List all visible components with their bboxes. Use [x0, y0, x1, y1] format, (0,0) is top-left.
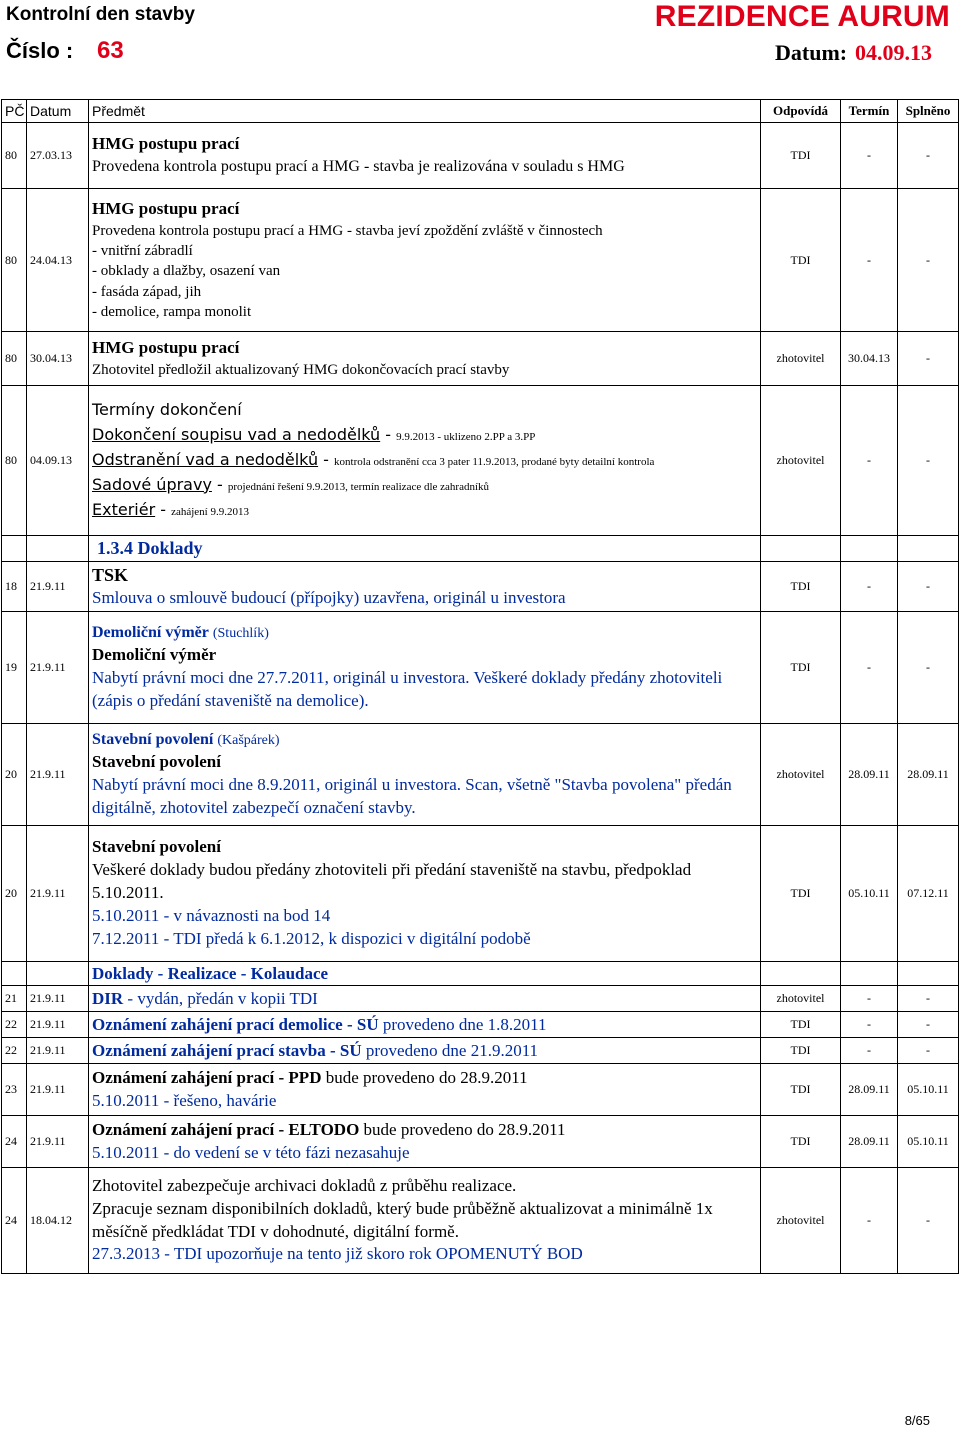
row-date: 18.04.12	[27, 1168, 89, 1274]
row-term: 30.04.13	[841, 332, 898, 386]
minutes-table	[1, 99, 959, 1274]
row-pc: 19	[2, 612, 27, 724]
number-value: 63	[97, 37, 124, 64]
section-row	[2, 536, 959, 562]
row-responsible: zhotovitel	[761, 332, 841, 386]
table-row	[2, 612, 959, 724]
col-termin: Termín	[841, 100, 898, 123]
table-row	[2, 1012, 959, 1038]
row-responsible: TDI	[761, 123, 841, 189]
row-done: -	[898, 562, 959, 612]
row-title: Oznámení zahájení prací - PPD bude provedeno do 28.9.2011	[92, 1067, 528, 1087]
row-text: Zhotovitel zabezpečuje archivaci dokladů z průběhu realizace.	[92, 1175, 517, 1195]
row-pc: 21	[2, 986, 27, 1012]
page-number: 8/65	[904, 1413, 930, 1428]
row-text: Provedena kontrola postupu prací a HMG - stavba jeví zpoždění zvláště v činnostech	[92, 222, 603, 239]
row-term: -	[841, 189, 898, 332]
row-title: Oznámení zahájení prací - ELTODO bude provedeno do 28.9.2011	[92, 1119, 566, 1139]
row-term: -	[841, 1038, 898, 1064]
row-text: Provedena kontrola postupu prací a HMG - stavba je realizována v souladu s HMG	[92, 158, 625, 176]
row-title: HMG postupu prací	[92, 198, 240, 218]
col-splneno: Splněno	[898, 100, 959, 123]
row-date: 21.9.11	[27, 562, 89, 612]
row-text: Veškeré doklady budou předány zhotoviteli při předání staveniště na stavbu, předpoklad 5.10.2011.	[92, 860, 692, 903]
row-responsible: TDI	[761, 1116, 841, 1168]
row-date: 21.9.11	[27, 1012, 89, 1038]
project-name: REZIDENCE AURUM	[654, 0, 950, 33]
row-done: -	[898, 1168, 959, 1274]
row-date: 21.9.11	[27, 1064, 89, 1116]
row-date: 21.9.11	[27, 612, 89, 724]
row-done: 28.09.11	[898, 724, 959, 826]
deadline-item: Odstranění vad a nedodělků - kontrola odstranění cca 3 pater 11.9.2013, prodané byty detailní kontrola	[92, 450, 655, 469]
deadline-item: Sadové úpravy - projednání řešení 9.9.2013, termín realizace dle zahradníků	[92, 474, 490, 494]
row-text: Nabytí právní moci dne 27.7.2011, originál u investora. Veškeré doklady předány zhotoviteli (zápis o předání staveniště na demolice).	[92, 667, 723, 710]
deadline-item: Exteriér - zahájení 9.9.2013	[92, 499, 249, 519]
row-note: 5.10.2011 - do vedení se v této fázi nezasahuje	[92, 1142, 410, 1162]
row-text: - obklady a dlažby, osazení van	[92, 263, 281, 280]
row-responsible: zhotovitel	[761, 1168, 841, 1274]
col-datum: Datum	[27, 100, 89, 123]
row-responsible: zhotovitel	[761, 386, 841, 536]
row-done: -	[898, 612, 959, 724]
deadline-item: Dokončení soupisu vad a nedodělků - 9.9.2013 - uklizeno 2.PP a 3.PP	[92, 425, 536, 445]
row-done: -	[898, 123, 959, 189]
row-pre-heading: Demoliční výměr (Stuchlík)	[92, 624, 269, 642]
row-subject	[89, 332, 761, 386]
row-pre-heading: Stavební povolení (Kašpárek)	[92, 731, 280, 749]
row-done: -	[898, 1012, 959, 1038]
row-pc: 20	[2, 826, 27, 962]
document-title: Kontrolní den stavby	[6, 4, 195, 25]
row-text: Zpracuje seznam disponibilních dokladů, který bude průběžně aktualizovat a minimálně 1x měsíčně předkládat TDI v dohodnuté, digitální formě.	[92, 1198, 713, 1241]
table-row	[2, 826, 959, 962]
row-note: 5.10.2011 - řešeno, havárie	[92, 1090, 277, 1110]
row-term: -	[841, 123, 898, 189]
table-row	[2, 1168, 959, 1274]
row-pc: 80	[2, 386, 27, 536]
row-responsible: TDI	[761, 612, 841, 724]
table-row	[2, 1064, 959, 1116]
row-date: 21.9.11	[27, 1116, 89, 1168]
row-pc: 20	[2, 724, 27, 826]
row-pc: 80	[2, 189, 27, 332]
row-title: Stavební povolení	[92, 752, 221, 772]
row-title: HMG postupu prací	[92, 337, 240, 357]
table-row	[2, 724, 959, 826]
row-date: 21.9.11	[27, 986, 89, 1012]
row-pc: 80	[2, 332, 27, 386]
row-subject	[89, 123, 761, 189]
row-responsible: TDI	[761, 1064, 841, 1116]
row-subject	[89, 562, 761, 612]
row-date: 04.09.13	[27, 386, 89, 536]
row-date: 21.9.11	[27, 1038, 89, 1064]
row-term: -	[841, 612, 898, 724]
row-term: -	[841, 562, 898, 612]
row-text: Smlouva o smlouvě budoucí (přípojky) uzavřena, originál u investora	[92, 588, 566, 608]
row-done: -	[898, 189, 959, 332]
row-subject	[89, 189, 761, 332]
row-done: -	[898, 1038, 959, 1064]
row-title: Termíny dokončení	[92, 399, 242, 419]
row-term: 28.09.11	[841, 1116, 898, 1168]
row-date: 30.04.13	[27, 332, 89, 386]
row-subject	[89, 826, 761, 962]
table-row	[2, 986, 959, 1012]
row-subject	[89, 1116, 761, 1168]
section-row	[2, 962, 959, 986]
row-subject: Oznámení zahájení prací demolice - SÚ provedeno dne 1.8.2011	[89, 1012, 761, 1038]
row-title: HMG postupu prací	[92, 134, 240, 154]
date-value: 04.09.13	[855, 40, 932, 65]
row-date: 21.9.11	[27, 826, 89, 962]
row-pc: 22	[2, 1038, 27, 1064]
row-done: 07.12.11	[898, 826, 959, 962]
row-note: 7.12.2011 - TDI předá k 6.1.2012, k dispozici v digitální podobě	[92, 928, 531, 948]
row-responsible: TDI	[761, 189, 841, 332]
table-row	[2, 332, 959, 386]
section-heading: 1.3.4 Doklady	[89, 536, 761, 562]
row-date: 21.9.11	[27, 724, 89, 826]
row-subject	[89, 1064, 761, 1116]
row-note: 5.10.2011 - v návaznosti na bod 14	[92, 905, 331, 925]
table-row	[2, 1038, 959, 1064]
row-text: Nabytí právní moci dne 8.9.2011, originál u investora. Scan, všetně "Stavba povolena" předán digitálně, zhotovitel zabezpečí označení stavby.	[92, 774, 732, 817]
col-predmet: Předmět	[89, 100, 761, 123]
row-pc: 23	[2, 1064, 27, 1116]
row-responsible: TDI	[761, 562, 841, 612]
row-responsible: zhotovitel	[761, 986, 841, 1012]
row-subject: DIR - vydán, předán v kopii TDI	[89, 986, 761, 1012]
row-text: Zhotovitel předložil aktualizovaný HMG dokončovacích prací stavby	[92, 361, 510, 378]
row-done: -	[898, 332, 959, 386]
row-subject: Oznámení zahájení prací stavba - SÚ provedeno dne 21.9.2011	[89, 1038, 761, 1064]
row-title: Stavební povolení	[92, 837, 221, 857]
row-pc: 24	[2, 1116, 27, 1168]
row-done: 05.10.11	[898, 1064, 959, 1116]
row-text: - demolice, rampa monolit	[92, 303, 252, 320]
row-term: 05.10.11	[841, 826, 898, 962]
table-header-row	[2, 100, 959, 123]
row-text: - fasáda západ, jih	[92, 283, 202, 300]
row-term: -	[841, 1012, 898, 1038]
row-responsible: zhotovitel	[761, 724, 841, 826]
row-subject	[89, 386, 761, 536]
row-pc: 22	[2, 1012, 27, 1038]
table-row	[2, 386, 959, 536]
row-done: -	[898, 986, 959, 1012]
row-pc: 18	[2, 562, 27, 612]
col-pc: PČ	[2, 100, 27, 123]
row-subject	[89, 612, 761, 724]
row-term: 28.09.11	[841, 1064, 898, 1116]
row-text: - vnitřní zábradlí	[92, 243, 193, 260]
row-note: 27.3.2013 - TDI upozorňuje na tento již skoro rok OPOMENUTÝ BOD	[92, 1244, 583, 1264]
table-row	[2, 1116, 959, 1168]
number-label: Číslo :	[6, 38, 74, 63]
row-term: -	[841, 1168, 898, 1274]
row-subject	[89, 1168, 761, 1274]
row-responsible: TDI	[761, 826, 841, 962]
row-done: 05.10.11	[898, 1116, 959, 1168]
row-responsible: TDI	[761, 1038, 841, 1064]
row-date: 24.04.13	[27, 189, 89, 332]
row-pc: 80	[2, 123, 27, 189]
row-pc: 24	[2, 1168, 27, 1274]
row-term: -	[841, 986, 898, 1012]
row-subject	[89, 724, 761, 826]
table-row	[2, 562, 959, 612]
col-odpovida: Odpovídá	[761, 100, 841, 123]
row-title: Demoliční výměr	[92, 645, 217, 665]
subsection-heading: Doklady - Realizace - Kolaudace	[89, 962, 761, 986]
row-term: 28.09.11	[841, 724, 898, 826]
date-label: Datum:	[775, 40, 848, 65]
table-row	[2, 189, 959, 332]
table-row	[2, 123, 959, 189]
row-title: TSK	[92, 564, 129, 585]
row-done: -	[898, 386, 959, 536]
row-date: 27.03.13	[27, 123, 89, 189]
row-responsible: TDI	[761, 1012, 841, 1038]
row-term: -	[841, 386, 898, 536]
